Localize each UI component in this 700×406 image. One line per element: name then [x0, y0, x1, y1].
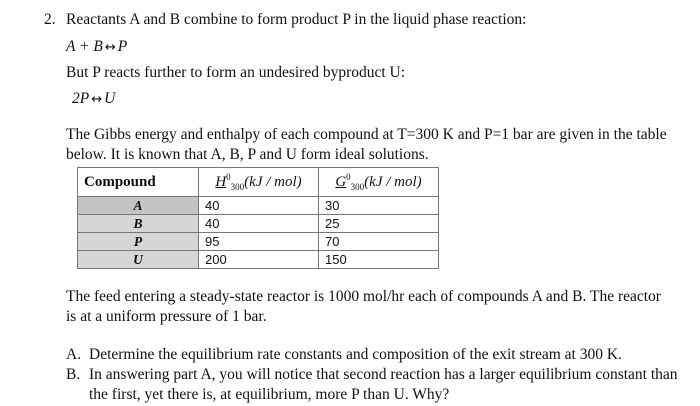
enthalpy-symbol: H [215, 174, 227, 190]
intro-text: Reactants A and B combine to form product P in the liquid phase reaction: [66, 11, 527, 28]
gibbs-sub: 300 [350, 182, 365, 192]
header-gibbs [319, 168, 439, 197]
compound-cell: B [78, 215, 199, 233]
reaction-2 [72, 90, 115, 108]
reaction-1-rhs: P [117, 38, 128, 55]
reaction-2-lhs: 2P [72, 90, 90, 107]
compound-cell: P [78, 233, 199, 251]
problem-number: 2. [44, 11, 56, 28]
gibbs-text-line-2: below. It is known that A, B, P and U form ideal solutions. [66, 146, 429, 163]
enthalpy-sub: 300 [230, 182, 245, 192]
enthalpy-cell: 200 [199, 251, 319, 269]
table-header-row [78, 168, 439, 197]
enthalpy-cell: 40 [199, 215, 319, 233]
gibbs-cell: 30 [319, 197, 439, 215]
compound-cell: A [78, 197, 199, 215]
enthalpy-unit: (kJ / mol) [244, 174, 302, 190]
gibbs-unit: (kJ / mol) [364, 174, 422, 190]
header-compound: Compound [78, 168, 199, 197]
table-row [78, 251, 439, 269]
gibbs-symbol: G [335, 174, 347, 190]
gibbs-sup: 0 [346, 172, 351, 182]
feed-text-line-2: is at a uniform pressure of 1 bar. [66, 308, 267, 325]
question-a-label: A. [66, 346, 82, 363]
reversible-arrow-icon: ↔ [91, 92, 103, 107]
enthalpy-cell: 95 [199, 233, 319, 251]
gibbs-cell: 25 [319, 215, 439, 233]
header-enthalpy [199, 168, 319, 197]
feed-text-line-1: The feed entering a steady-state reactor is 1000 mol/hr each of compounds A and B. The reactor [66, 288, 661, 305]
question-b-text-line-2: the first, yet there is, at equilibrium, more P than U. Why? [89, 386, 450, 403]
gibbs-cell: 150 [319, 251, 439, 269]
reaction-2-rhs: U [104, 90, 116, 107]
question-a-text: Determine the equilibrium rate constants and composition of the exit stream at 300 K. [89, 346, 622, 363]
compound-cell: U [78, 251, 199, 269]
reaction-1 [66, 38, 127, 56]
thermo-table [77, 167, 439, 269]
table-row [78, 215, 439, 233]
reaction-1-lhs: A + B [66, 38, 103, 55]
enthalpy-cell: 40 [199, 197, 319, 215]
table-row [78, 233, 439, 251]
gibbs-text-line-1: The Gibbs energy and enthalpy of each compound at T=300 K and P=1 bar are given in the table [66, 126, 667, 143]
gibbs-cell: 70 [319, 233, 439, 251]
question-b-label: B. [66, 366, 81, 383]
byproduct-text: But P reacts further to form an undesired byproduct U: [66, 64, 406, 81]
question-b-text-line-1: In answering part A, you will notice that second reaction has a larger equilibrium constant than [89, 366, 678, 383]
enthalpy-sup: 0 [226, 172, 231, 182]
reversible-arrow-icon: ↔ [104, 40, 116, 55]
table-row [78, 197, 439, 215]
